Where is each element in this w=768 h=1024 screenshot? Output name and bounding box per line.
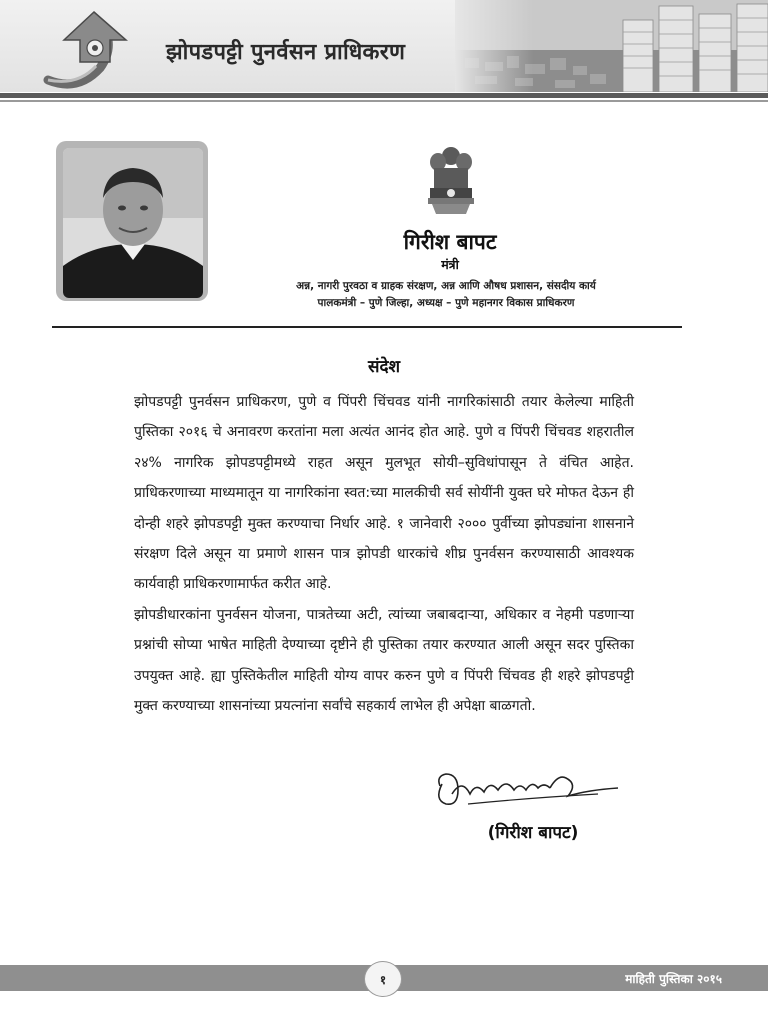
sra-logo-icon bbox=[38, 10, 148, 92]
header-rule bbox=[0, 93, 768, 98]
page-header bbox=[0, 0, 768, 92]
portrait-image bbox=[63, 148, 203, 298]
message-paragraph-1: झोपडपट्टी पुनर्वसन प्राधिकरण, पुणे व पिंपरी चिंचवड यांनी नागरिकांसाठी तयार केलेल्या माहिती पुस्तिका २०१६ चे अनावरण करतांना मला अत्यंत आनंद होत आहे. पुणे व पिंपरी चिंचवड शहरातील २४% नागरिक झोपडपट्टीमध्ये राहत असून मुलभूत सोयी–सुविधांपासून ते वंचित आहेत. प्राधिकरणाच्या माध्यमातून या नागरिकांना स्वत:च्या मालकीची सर्व सोयींनी युक्त घरे मोफत देऊन ही दोन्ही शहरे झोपडपट्टी मुक्त करण्याचा निर्धार आहे. १ जानेवारी २००० पुर्वीच्या झोपड्यांना शासनाने संरक्षण दिले असून या प्रमाणे शासन पात्र झोपडी धारकांचे शीघ्र पुनर्वसन करण्यासाठी आवश्यक कार्यवाही प्राधिकरणामार्फत करीत आहे. bbox=[134, 394, 634, 593]
handwritten-signature bbox=[428, 760, 628, 816]
header-rule-thin bbox=[0, 100, 768, 102]
message-heading: संदेश bbox=[367, 357, 401, 377]
national-emblem-icon bbox=[424, 142, 478, 216]
minister-name: गिरीश बापट bbox=[403, 230, 497, 254]
portfolio-line-2: पालकमंत्री – पुणे जिल्हा, अध्यक्ष – पुणे महानगर विकास प्राधिकरण bbox=[317, 297, 575, 309]
minister-photo bbox=[63, 148, 203, 298]
header-title: झोपडपट्टी पुनर्वसन प्राधिकरण bbox=[166, 40, 406, 65]
minister-designation: मंत्री bbox=[441, 257, 459, 272]
city-skyline-image bbox=[455, 0, 768, 92]
message-paragraph-2: झोपडीधारकांना पुनर्वसन योजना, पात्रतेच्या अटी, त्यांच्या जबाबदाऱ्या, अधिकार व नेहमी पडणाऱ्या प्रश्नांची सोप्या भाषेत माहिती देण्याच्या दृष्टीने ही पुस्तिका तयार करण्यात आली असून सदर पुस्तिका उपयुक्त आहे. ह्या पुस्तिकेतील माहिती योग्य वापर करुन पुणे व पिंपरी चिंचवड ही शहरे झोपडपट्टी मुक्त करण्याच्या शासनांच्या प्रयत्नांना सर्वांचे सहकार्य लाभेल ही अपेक्षा बाळगतो. bbox=[134, 607, 634, 715]
publication-title: माहिती पुस्तिका २०१५ bbox=[625, 972, 722, 986]
signatory-name: (गिरीश बापट) bbox=[487, 823, 579, 843]
section-divider bbox=[52, 326, 682, 328]
page-number: १ bbox=[364, 961, 402, 997]
portfolio-line-1: अन्न, नागरी पुरवठा व ग्राहक संरक्षण, अन्न आणि औषध प्रशासन, संसदीय कार्य bbox=[296, 280, 596, 292]
